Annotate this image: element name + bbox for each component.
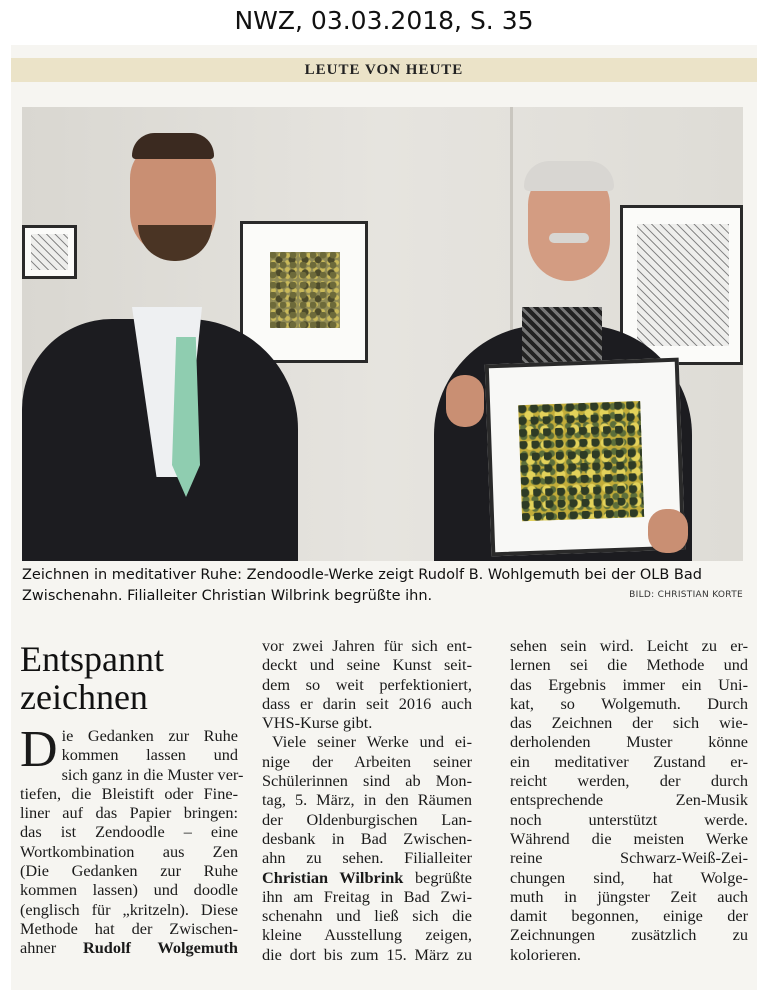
wall-artwork-left — [22, 225, 77, 279]
text-line: Schülerinnen sind ab Mon- — [262, 771, 472, 791]
text-line: Während die meisten Werke — [510, 828, 748, 848]
text-line: derholenden Muster könne — [510, 732, 748, 752]
article-column-1 — [20, 636, 244, 958]
text-line: die dort bis zum 15. März zu — [262, 944, 472, 964]
photo-credit: BILD: CHRISTIAN KORTE — [629, 590, 743, 600]
rubric-banner: LEUTE VON HEUTE — [11, 58, 757, 82]
text-line: Zeichnungen zusätzlich zu — [510, 925, 748, 945]
text-line: tag, 5. März, in den Räumen — [262, 790, 472, 810]
text-line: noch unterstützt werde. — [510, 809, 748, 829]
text-line: kat, so Wolgemuth. Durch — [510, 693, 748, 713]
person-right-hair — [524, 161, 614, 191]
text-line: muth in jüngster Zeit auch — [510, 886, 748, 906]
text-line: kommen lassen und — [61, 745, 238, 765]
text-line: ihn am Freitag in Bad Zwi- — [262, 886, 472, 906]
text-line: chungen sind, hat Wolge- — [510, 867, 748, 887]
text-line: ahn zu sehen. Filialleiter — [262, 848, 472, 868]
person-left-beard — [138, 225, 212, 261]
source-line: NWZ, 03.03.2018, S. 35 — [234, 6, 534, 35]
text-line: ie Gedanken zur Ruhe — [61, 726, 238, 745]
article-photo — [22, 107, 743, 561]
text-line: vor zwei Jahren für sich ent- — [262, 636, 472, 655]
text-line: das Ergebnis immer ein Uni- — [510, 674, 748, 694]
text-line: nige der Arbeiten seiner — [262, 751, 472, 771]
text-line: kleine Ausstellung zeigen, — [262, 925, 472, 945]
wall-artwork-center — [240, 221, 368, 363]
text-line: sich ganz in die Muster ver- — [61, 764, 244, 784]
text-line: sehen sein wird. Leicht zu er- — [510, 636, 748, 655]
drop-cap: D — [20, 721, 58, 778]
text-line: liner auf das Papier bringen: — [20, 803, 238, 823]
text-line: tiefen, die Bleistift oder Fine- — [20, 783, 238, 803]
article-column-2 — [262, 636, 472, 964]
person-left-hair — [132, 133, 214, 159]
text-line: dem so weit perfektioniert, — [262, 674, 472, 694]
text-line: (englisch für „kritzeln). Diese — [20, 899, 238, 919]
text-line: kommen lassen) und doodle — [20, 880, 238, 900]
person-right-hand-right — [648, 509, 688, 553]
text-line: Wortkombination aus Zen — [20, 841, 238, 861]
person-right-moustache — [549, 233, 589, 243]
text-line: ahner Rudolf Wolgemuth — [20, 938, 238, 958]
text-line: kolorieren. — [510, 944, 581, 964]
text-line: Methode hat der Zwischen- — [20, 918, 238, 938]
text-line: reicht werden, der durch — [510, 771, 748, 791]
text-line: lernen sei die Methode und — [510, 655, 748, 675]
text-line: ein meditativer Zustand er- — [510, 751, 748, 771]
text-line: (Die Gedanken zur Ruhe — [20, 861, 238, 881]
text-line: desbank in Bad Zwischen- — [262, 828, 472, 848]
article-column-3 — [510, 636, 748, 964]
person-left-tie — [172, 337, 200, 497]
text-line: das ist Zendoodle – eine — [20, 822, 238, 842]
text-line: damit begonnen, einige der — [510, 906, 748, 926]
article-headline: Entspannt zeichnen — [20, 639, 164, 717]
bold-name: Christian Wilbrink — [262, 867, 404, 887]
person-right-hand-left — [446, 375, 484, 427]
text-line: der Oldenburgischen Lan- — [262, 809, 472, 829]
text-line: entsprechende Zen-Musik — [510, 790, 748, 810]
text-line: reine Schwarz-Weiß-Zei- — [510, 848, 748, 868]
text-line: Viele seiner Werke und ei- — [272, 732, 472, 752]
text-line: das Zeichnen der sich wie- — [510, 713, 748, 733]
text-line: Christian Wilbrink begrüßte — [262, 867, 472, 887]
bold-name: Rudolf Wolgemuth — [82, 938, 238, 958]
text-line: schenahn und ließ sich die — [262, 906, 472, 926]
text-line: dass er darin seit 2016 auch — [262, 693, 472, 713]
photo-caption: Zeichnen in meditativer Ruhe: Zendoodle-Werke zeigt Rudolf B. Wohlgemuth bei der OLB Bad Zwischenahn. Filialleiter Christian Wilbrink begrüßte ihn. — [22, 567, 702, 604]
text-line: VHS-Kurse gibt. — [262, 713, 373, 733]
text-line: deckt und seine Kunst seit- — [262, 655, 472, 675]
